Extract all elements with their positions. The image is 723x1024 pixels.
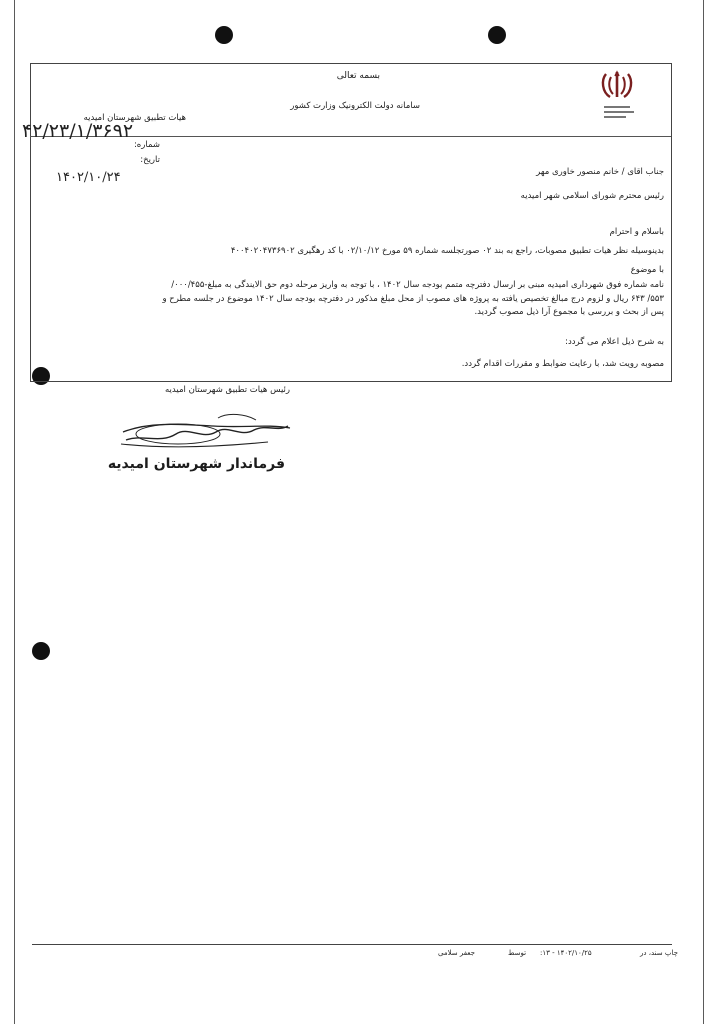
recipient-line-2: رئیس محترم شورای اسلامی شهر امیدیه bbox=[520, 191, 664, 201]
greeting: باسلام و احترام bbox=[609, 227, 664, 237]
paper-edge-left bbox=[14, 0, 15, 1024]
letter-number: ۴۲/۲۳/۱/۳۶۹۲ bbox=[22, 120, 134, 142]
system-title: سامانه دولت الکترونیک وزارت کشور bbox=[290, 101, 420, 111]
intro-line: بدینوسیله نظر هیات تطبیق مصوبات، راجع به بند ۰۲ صورتجلسه شماره ۵۹ مورخ ۰۲/۱۰/۱۲ با کد رهگیری ۴۰۰۴۰۲۰۴۷۳۶۹۰۲ bbox=[230, 246, 664, 256]
letter-date: ۱۴۰۲/۱۰/۲۴ bbox=[56, 170, 121, 185]
printed-by-label: توسط bbox=[508, 949, 527, 957]
date-label: تاریخ: bbox=[140, 155, 160, 165]
signature-icon bbox=[118, 404, 298, 454]
printed-by-name: جعفر سلامی bbox=[438, 949, 475, 957]
print-datetime: ۱۴۰۲/۱۰/۲۵ - ۱۳: bbox=[540, 949, 592, 957]
punch-hole-icon bbox=[215, 26, 233, 44]
print-label: چاپ سند، در bbox=[640, 949, 678, 957]
recipient-line-1: جناب اقای / خانم منصور خاوری مهر bbox=[536, 167, 664, 177]
subject-line: ۵۵۳/ ۶۴۳ ریال و لزوم درج مبالغ تخصیص یافته به پروژه های مصوب از محل مبلغ مذکور در دفترچه بودجه سال ۱۴۰۲ موضوع در جلسه مطرح و bbox=[162, 294, 664, 304]
board-name: هیات تطبیق شهرستان امیدیه bbox=[83, 113, 186, 123]
footer-divider bbox=[32, 944, 672, 945]
subject-label: با موضوع bbox=[630, 265, 664, 275]
declared-label: به شرح ذیل اعلام می گردد: bbox=[565, 337, 664, 347]
number-label: شماره: bbox=[110, 140, 160, 150]
paper-edge-right bbox=[703, 0, 704, 1024]
punch-hole-icon bbox=[488, 26, 506, 44]
punch-hole-icon bbox=[32, 642, 50, 660]
verdict: مصوبه رویت شد، با رعایت ضوابط و مقررات اقدام گردد. bbox=[461, 359, 664, 369]
signature-title: رئیس هیات تطبیق شهرستان امیدیه bbox=[165, 385, 290, 395]
signer-name: فرماندار شهرستان امیدیه bbox=[107, 456, 285, 472]
iran-emblem-icon bbox=[600, 70, 634, 100]
basmala: بسمه تعالی bbox=[336, 71, 380, 81]
emblem-caption bbox=[604, 103, 634, 121]
subject-line: نامه شماره فوق شهرداری امیدیه مبنی بر ارسال دفترچه متمم بودجه سال ۱۴۰۲ ، با توجه به واریز مرحله دوم حق الایندگی به مبلغ-۰۰۰/۴۵۵/ bbox=[171, 280, 664, 290]
subject-line: پس از بحث و بررسی با مجموع آرا ذیل مصوب گردید. bbox=[474, 307, 664, 317]
